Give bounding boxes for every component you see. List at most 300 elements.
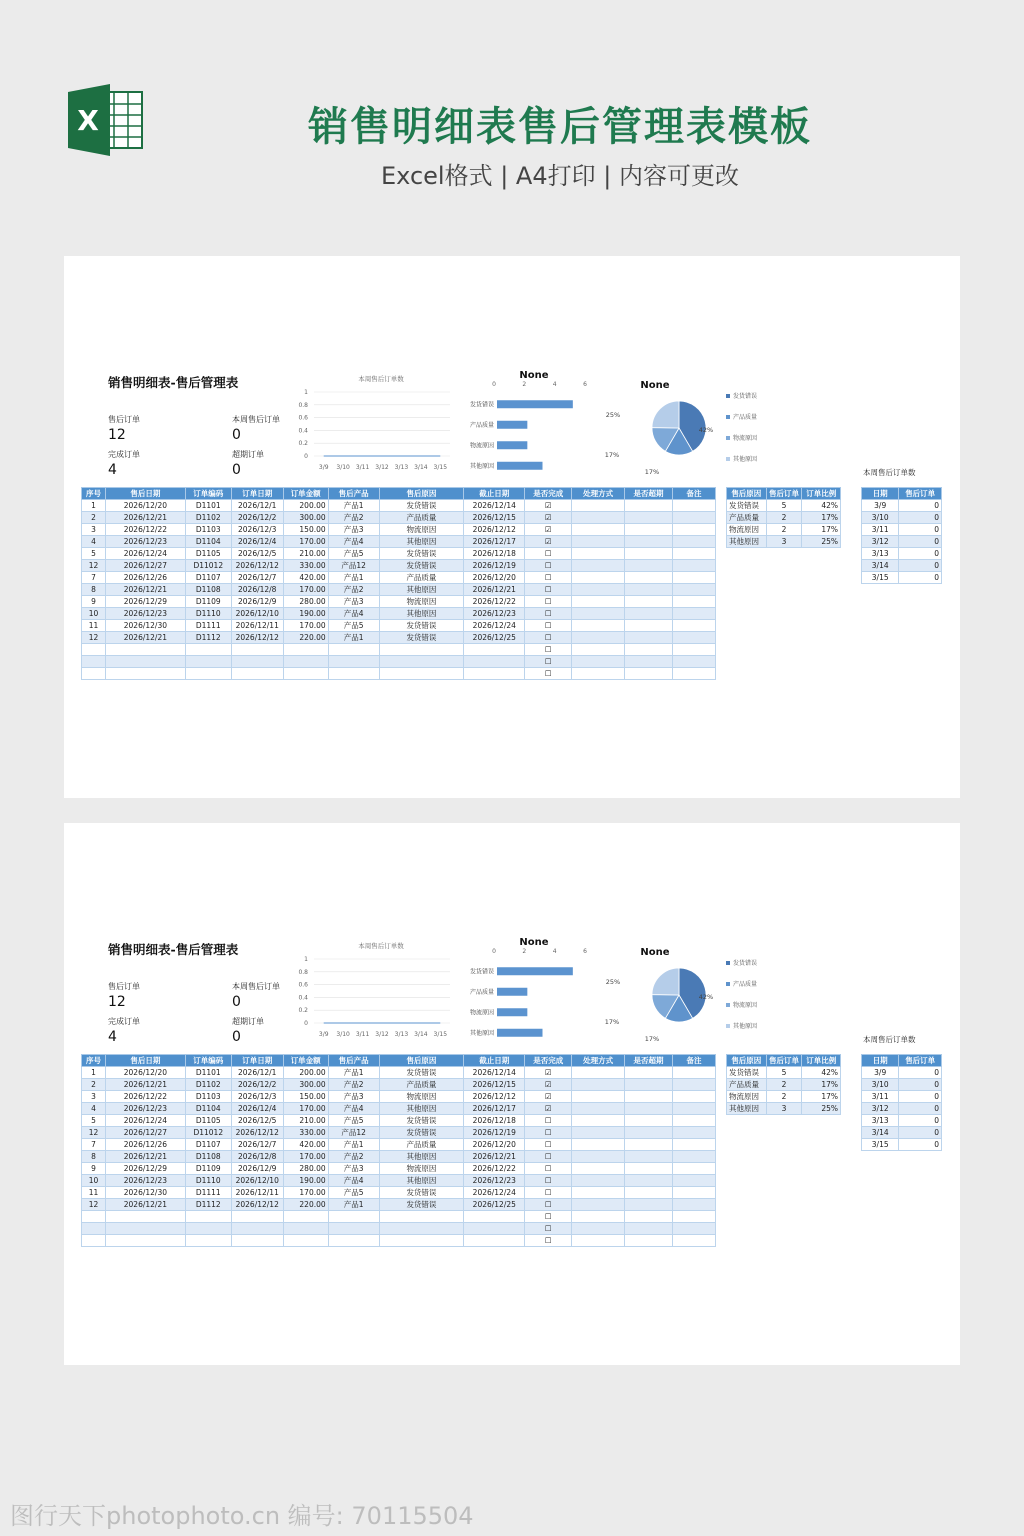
main-table-cell <box>625 596 673 608</box>
main-table-cell: 11 <box>82 1187 106 1199</box>
main-table-row <box>82 1115 716 1127</box>
main-table-cell: ☐ <box>525 608 572 620</box>
main-table-cell: ☑ <box>525 500 572 512</box>
date-table-row <box>862 1127 942 1139</box>
main-table-cell <box>231 1223 283 1235</box>
reason-table-cell: 17% <box>802 1079 841 1091</box>
pie-chart-data-label: 42% <box>698 426 714 434</box>
line-chart-title: 本周售后订单数 <box>358 942 404 950</box>
main-table-cell <box>673 1091 716 1103</box>
reason-table-cell: 42% <box>802 1067 841 1079</box>
main-table-cell <box>185 668 231 680</box>
line-chart-x-tick: 3/14 <box>414 1031 428 1038</box>
main-table-cell: ☐ <box>525 560 572 572</box>
pie-legend-swatch <box>726 457 730 461</box>
reason-table-cell: 3 <box>766 536 802 548</box>
main-table-cell: ☑ <box>525 1067 572 1079</box>
main-table-cell: D11012 <box>185 560 231 572</box>
main-table-cell: ☐ <box>525 1139 572 1151</box>
main-table-cell: 2026/12/12 <box>231 560 283 572</box>
main-table-cell: 2026/12/1 <box>231 1067 283 1079</box>
main-table-cell <box>572 560 625 572</box>
pie-legend-label: 发货错误 <box>733 960 758 967</box>
date-table-cell: 3/12 <box>862 536 899 548</box>
main-table-cell: 2 <box>82 1079 106 1091</box>
bar-chart-title: None <box>519 937 549 948</box>
main-table-cell: 2026/12/21 <box>105 1199 185 1211</box>
main-table-cell: 170.00 <box>283 1151 328 1163</box>
main-table-header-cell: 售后原因 <box>379 488 464 500</box>
main-table-cell: 9 <box>82 596 106 608</box>
main-table-cell: 产品4 <box>328 1103 379 1115</box>
main-table-cell: D1102 <box>185 1079 231 1091</box>
date-summary-table <box>861 487 942 584</box>
main-table-row <box>82 1223 716 1235</box>
pie-chart-data-label: 25% <box>605 411 621 419</box>
line-chart-x-tick: 3/15 <box>433 1031 448 1038</box>
pie-chart-data-label: 17% <box>604 451 620 459</box>
main-table-cell <box>673 596 716 608</box>
main-table-cell: 2026/12/3 <box>231 524 283 536</box>
main-table-header-cell: 序号 <box>82 1055 106 1067</box>
main-table-cell: 210.00 <box>283 1115 328 1127</box>
main-table-cell <box>673 1139 716 1151</box>
main-table-cell: 2026/12/27 <box>105 560 185 572</box>
reason-table-header-cell: 订单比例 <box>802 488 841 500</box>
main-table-cell <box>673 512 716 524</box>
main-table-cell: D1103 <box>185 1091 231 1103</box>
date-table-header-cell: 售后订单 <box>899 1055 942 1067</box>
main-table-cell: 产品3 <box>328 1163 379 1175</box>
date-table-cell: 3/12 <box>862 1103 899 1115</box>
bar-chart-bar <box>497 988 527 996</box>
main-table-cell <box>379 1211 464 1223</box>
main-table-cell: 2026/12/30 <box>105 620 185 632</box>
reason-table-row <box>727 536 841 548</box>
main-table-cell: D1103 <box>185 524 231 536</box>
date-table-cell: 0 <box>899 512 942 524</box>
main-table-cell: ☐ <box>525 656 572 668</box>
date-table-cell: 3/13 <box>862 548 899 560</box>
main-table-cell <box>82 656 106 668</box>
main-table-cell: ☐ <box>525 668 572 680</box>
weekly-orders-side-label: 本周售后订单数 <box>863 1035 916 1044</box>
bar-chart-bar <box>497 421 527 429</box>
main-table-header-cell: 订单编码 <box>185 488 231 500</box>
weekly-orders-side-label: 本周售后订单数 <box>863 468 916 477</box>
bar-chart-bar <box>497 441 527 449</box>
main-table-cell <box>283 1235 328 1247</box>
main-table-cell: 2026/12/15 <box>464 512 525 524</box>
main-table-cell <box>105 1211 185 1223</box>
bar-chart-x-tick: 2 <box>522 381 527 388</box>
pie-legend-label: 发货错误 <box>733 393 758 400</box>
kpi-completed-value: 4 <box>108 1029 117 1045</box>
main-table-cell: ☐ <box>525 1127 572 1139</box>
main-table-row <box>82 1187 716 1199</box>
sheet-title: 销售明细表-售后管理表 <box>108 942 239 957</box>
weekly-line-chart <box>286 939 456 1045</box>
main-table-cell: 2026/12/24 <box>105 548 185 560</box>
main-table-cell: 产品5 <box>328 620 379 632</box>
main-table-cell: ☑ <box>525 1103 572 1115</box>
main-table-cell <box>231 1211 283 1223</box>
kpi-weekly-value: 0 <box>232 994 241 1010</box>
main-table-cell: 2026/12/12 <box>231 1127 283 1139</box>
main-table-cell: 2026/12/10 <box>231 1175 283 1187</box>
main-table-cell: D1112 <box>185 1199 231 1211</box>
date-table-cell: 0 <box>899 1103 942 1115</box>
main-table-cell: 2026/12/22 <box>464 1163 525 1175</box>
main-table-row <box>82 1067 716 1079</box>
main-table-cell: 300.00 <box>283 1079 328 1091</box>
kpi-after-sales-label: 售后订单 <box>108 415 140 424</box>
main-table-cell: 2026/12/4 <box>231 1103 283 1115</box>
main-table-cell <box>625 1091 673 1103</box>
kpi-completed-value: 4 <box>108 462 117 478</box>
main-table-cell <box>625 1139 673 1151</box>
main-table-cell: 发货错误 <box>379 1199 464 1211</box>
main-table-cell <box>231 644 283 656</box>
reason-summary-table <box>726 1054 841 1115</box>
main-table-cell: 2026/12/12 <box>464 524 525 536</box>
main-table-cell: 7 <box>82 1139 106 1151</box>
main-table-cell <box>673 1127 716 1139</box>
main-table-cell <box>379 644 464 656</box>
bar-chart-x-tick: 6 <box>583 381 587 388</box>
main-table-cell <box>625 1235 673 1247</box>
main-table-cell: 产品1 <box>328 1139 379 1151</box>
main-table-cell: 2026/12/22 <box>105 524 185 536</box>
bar-chart-x-tick: 2 <box>522 948 527 955</box>
date-table-header-cell: 日期 <box>862 488 899 500</box>
main-table-cell: 2026/12/11 <box>231 1187 283 1199</box>
main-table-cell: 产品5 <box>328 1187 379 1199</box>
main-table-row <box>82 572 716 584</box>
pie-legend-swatch <box>726 436 730 440</box>
sheet-preview-2 <box>64 823 960 1365</box>
bar-chart-category-label: 发货错误 <box>469 401 494 409</box>
kpi-overdue-value: 0 <box>232 462 241 478</box>
main-table-cell: 2026/12/14 <box>464 1067 525 1079</box>
main-table-cell <box>673 656 716 668</box>
reason-table-row <box>727 1067 841 1079</box>
date-table-row <box>862 512 942 524</box>
main-table-cell <box>572 1175 625 1187</box>
main-table-cell <box>572 1103 625 1115</box>
date-table-row <box>862 1067 942 1079</box>
main-table-cell: 2026/12/21 <box>105 1079 185 1091</box>
main-table-cell <box>625 632 673 644</box>
kpi-after-sales-value: 12 <box>108 994 126 1010</box>
main-table-cell <box>572 632 625 644</box>
main-table-cell: 2026/12/21 <box>105 1151 185 1163</box>
main-table-cell: 2026/12/15 <box>464 1079 525 1091</box>
main-table-cell <box>572 1235 625 1247</box>
main-table-cell: 2026/12/7 <box>231 572 283 584</box>
main-table-cell <box>572 1139 625 1151</box>
main-table-cell: 2026/12/19 <box>464 1127 525 1139</box>
main-table-cell <box>283 668 328 680</box>
date-table-cell: 3/9 <box>862 500 899 512</box>
reason-table-cell: 17% <box>802 524 841 536</box>
bar-chart-category-label: 发货错误 <box>469 968 494 976</box>
reason-table-cell: 发货错误 <box>727 1067 767 1079</box>
main-table-cell: 2026/12/20 <box>105 500 185 512</box>
line-chart-x-tick: 3/12 <box>375 1031 389 1038</box>
main-table-cell: ☐ <box>525 620 572 632</box>
reason-table-cell: 其他原因 <box>727 536 767 548</box>
reason-table-cell: 2 <box>766 1079 802 1091</box>
date-table-header-row <box>862 488 942 500</box>
reason-table-header-cell: 售后原因 <box>727 1055 767 1067</box>
main-table-cell <box>572 500 625 512</box>
main-table-cell <box>572 644 625 656</box>
main-table-cell: 2026/12/19 <box>464 560 525 572</box>
main-table-cell: 产品3 <box>328 524 379 536</box>
main-table-header-cell: 售后产品 <box>328 488 379 500</box>
main-table-cell: 170.00 <box>283 1187 328 1199</box>
main-table-cell <box>673 1175 716 1187</box>
bar-chart-category-label: 物流原因 <box>469 442 494 450</box>
main-table-cell <box>464 1223 525 1235</box>
main-table-header-cell: 订单金额 <box>283 488 328 500</box>
reason-table-cell: 发货错误 <box>727 500 767 512</box>
main-table-cell <box>464 1235 525 1247</box>
main-table-cell <box>572 1127 625 1139</box>
main-table-cell: 2026/12/9 <box>231 1163 283 1175</box>
main-table-cell: 170.00 <box>283 584 328 596</box>
reason-table-cell: 2 <box>766 524 802 536</box>
bar-chart-bar <box>497 1029 543 1037</box>
main-table-cell: 10 <box>82 608 106 620</box>
main-table-cell <box>328 1235 379 1247</box>
main-table-cell: 9 <box>82 1163 106 1175</box>
main-table-cell <box>673 536 716 548</box>
date-table-row <box>862 1091 942 1103</box>
date-table-cell: 3/10 <box>862 1079 899 1091</box>
main-table-cell: 产品2 <box>328 512 379 524</box>
line-chart-y-tick: 0.4 <box>298 427 308 435</box>
main-table-cell <box>673 668 716 680</box>
main-table-cell: 170.00 <box>283 1103 328 1115</box>
main-table-cell: 10 <box>82 1175 106 1187</box>
bar-chart-category-label: 物流原因 <box>469 1009 494 1017</box>
main-table-cell: 200.00 <box>283 1067 328 1079</box>
main-table-cell: 2026/12/23 <box>464 1175 525 1187</box>
main-table-cell <box>572 512 625 524</box>
main-table-cell <box>231 1235 283 1247</box>
line-chart-x-tick: 3/11 <box>355 1031 370 1038</box>
line-chart-x-tick: 3/14 <box>414 464 428 471</box>
reason-table-cell: 产品质量 <box>727 1079 767 1091</box>
main-table-cell <box>572 596 625 608</box>
reason-table-header-cell: 售后原因 <box>727 488 767 500</box>
main-table-cell: 2026/12/20 <box>105 1067 185 1079</box>
main-table-cell <box>673 1079 716 1091</box>
date-table-cell: 0 <box>899 1091 942 1103</box>
main-table-cell <box>673 1103 716 1115</box>
line-chart-x-tick: 3/10 <box>336 1031 350 1038</box>
main-table-cell <box>82 1211 106 1223</box>
main-table-cell <box>572 1067 625 1079</box>
main-table-cell <box>625 644 673 656</box>
date-table-row <box>862 500 942 512</box>
main-table-cell: 发货错误 <box>379 632 464 644</box>
main-table-cell: D1101 <box>185 500 231 512</box>
date-table-cell: 0 <box>899 1115 942 1127</box>
main-table-cell: 5 <box>82 1115 106 1127</box>
line-chart-y-tick: 0.4 <box>298 994 308 1002</box>
main-table-cell: 3 <box>82 1091 106 1103</box>
main-table-cell: D1104 <box>185 1103 231 1115</box>
main-table-cell: 2026/12/24 <box>105 1115 185 1127</box>
main-table-header-cell: 备注 <box>673 1055 716 1067</box>
main-table-cell: 2 <box>82 512 106 524</box>
reason-table-cell: 物流原因 <box>727 524 767 536</box>
main-table-cell <box>625 536 673 548</box>
main-table-cell: ☐ <box>525 644 572 656</box>
main-table-cell: 2026/12/12 <box>464 1091 525 1103</box>
main-table-cell: 2026/12/29 <box>105 596 185 608</box>
main-table-cell <box>625 1115 673 1127</box>
main-table-row <box>82 1079 716 1091</box>
main-table-cell <box>464 668 525 680</box>
main-table-cell: 发货错误 <box>379 500 464 512</box>
sheet-content <box>64 823 960 1365</box>
main-table-cell <box>185 1223 231 1235</box>
main-table-cell: ☐ <box>525 572 572 584</box>
main-table-cell <box>673 608 716 620</box>
main-table-cell: 4 <box>82 1103 106 1115</box>
watermark <box>0 1488 1024 1536</box>
main-table-cell: 2026/12/25 <box>464 1199 525 1211</box>
excel-logo-letter: X <box>77 104 99 137</box>
main-table-row <box>82 1091 716 1103</box>
line-chart-y-tick: 0.2 <box>298 1007 308 1015</box>
main-table-cell <box>625 1127 673 1139</box>
main-table-cell: 2026/12/5 <box>231 548 283 560</box>
main-table-cell: 8 <box>82 1151 106 1163</box>
main-table-cell: 2026/12/24 <box>464 1187 525 1199</box>
kpi-after-sales-value: 12 <box>108 427 126 443</box>
date-table-row <box>862 524 942 536</box>
main-table-cell: 产品2 <box>328 584 379 596</box>
pie-chart-data-label: 25% <box>605 978 621 986</box>
date-table-cell: 0 <box>899 1139 942 1151</box>
main-table-row <box>82 608 716 620</box>
main-table-cell <box>625 500 673 512</box>
main-table-cell: ☑ <box>525 524 572 536</box>
bar-chart-category-label: 产品质量 <box>469 421 494 429</box>
main-table-cell <box>625 1067 673 1079</box>
main-table-cell: ☐ <box>525 1187 572 1199</box>
bar-chart-category-label: 其他原因 <box>469 462 494 470</box>
date-table-cell: 3/9 <box>862 1067 899 1079</box>
main-table-cell: 发货错误 <box>379 1115 464 1127</box>
main-table-row <box>82 596 716 608</box>
reason-table-header-cell: 售后订单 <box>766 488 802 500</box>
pie-chart-slice <box>652 968 679 995</box>
date-table-cell: 3/15 <box>862 1139 899 1151</box>
main-table-cell <box>673 1235 716 1247</box>
date-table-cell: 3/15 <box>862 572 899 584</box>
main-table-cell: 2026/12/8 <box>231 584 283 596</box>
main-table-cell: 2026/12/24 <box>464 620 525 632</box>
pie-chart-data-label: 17% <box>644 1035 660 1043</box>
kpi-weekly-value: 0 <box>232 427 241 443</box>
main-table-cell: 其他原因 <box>379 1103 464 1115</box>
line-chart-x-tick: 3/12 <box>375 464 389 471</box>
main-table-cell <box>625 560 673 572</box>
pie-legend-swatch <box>726 1003 730 1007</box>
reason-table-row <box>727 512 841 524</box>
main-table-cell <box>625 1151 673 1163</box>
main-table-cell: D1111 <box>185 620 231 632</box>
main-table-header-cell: 备注 <box>673 488 716 500</box>
main-table-cell: 220.00 <box>283 1199 328 1211</box>
date-table-header-row <box>862 1055 942 1067</box>
date-table-cell: 0 <box>899 560 942 572</box>
main-table-cell <box>105 668 185 680</box>
main-table-cell: 产品质量 <box>379 572 464 584</box>
main-table-cell <box>464 1211 525 1223</box>
main-table-cell: D1102 <box>185 512 231 524</box>
main-table-cell: 其他原因 <box>379 608 464 620</box>
main-table-header-cell: 是否完成 <box>525 488 572 500</box>
line-chart-y-tick: 0.8 <box>298 968 308 976</box>
main-table-row <box>82 644 716 656</box>
main-table-cell: 2026/12/23 <box>105 1175 185 1187</box>
date-table-cell: 3/14 <box>862 1127 899 1139</box>
main-table-cell: ☐ <box>525 1235 572 1247</box>
reason-table-cell: 5 <box>766 1067 802 1079</box>
date-table-cell: 3/13 <box>862 1115 899 1127</box>
main-table-cell <box>625 548 673 560</box>
main-table-cell <box>572 524 625 536</box>
date-table-row <box>862 536 942 548</box>
main-table-header-cell: 截止日期 <box>464 1055 525 1067</box>
main-table-cell <box>283 1223 328 1235</box>
main-table-cell <box>328 668 379 680</box>
main-table-cell: 2026/12/23 <box>105 608 185 620</box>
main-table-cell: 2026/12/23 <box>464 608 525 620</box>
main-table-header-cell: 序号 <box>82 488 106 500</box>
main-table-cell <box>328 1223 379 1235</box>
kpi-overdue-label: 超期订单 <box>232 450 264 459</box>
bar-chart-category-label: 其他原因 <box>469 1029 494 1037</box>
main-table-cell: 210.00 <box>283 548 328 560</box>
main-table-row <box>82 1151 716 1163</box>
line-chart-y-tick: 0.6 <box>298 414 308 422</box>
pie-legend-swatch <box>726 394 730 398</box>
main-table-header-row <box>82 1055 716 1067</box>
main-table-cell <box>673 1187 716 1199</box>
main-table-cell: 420.00 <box>283 1139 328 1151</box>
bar-chart-x-tick: 0 <box>492 381 496 388</box>
main-table-cell: 2026/12/29 <box>105 1163 185 1175</box>
kpi-completed-label: 完成订单 <box>108 1017 140 1026</box>
line-chart-x-tick: 3/15 <box>433 464 448 471</box>
excel-logo-icon <box>66 84 144 156</box>
reason-table-header-cell: 售后订单 <box>766 1055 802 1067</box>
main-table-cell: ☑ <box>525 1091 572 1103</box>
date-table-cell: 0 <box>899 548 942 560</box>
main-table-cell: 产品1 <box>328 632 379 644</box>
main-table-cell: 发货错误 <box>379 1127 464 1139</box>
kpi-weekly-label: 本周售后订单 <box>232 982 280 991</box>
main-table-cell <box>572 1151 625 1163</box>
